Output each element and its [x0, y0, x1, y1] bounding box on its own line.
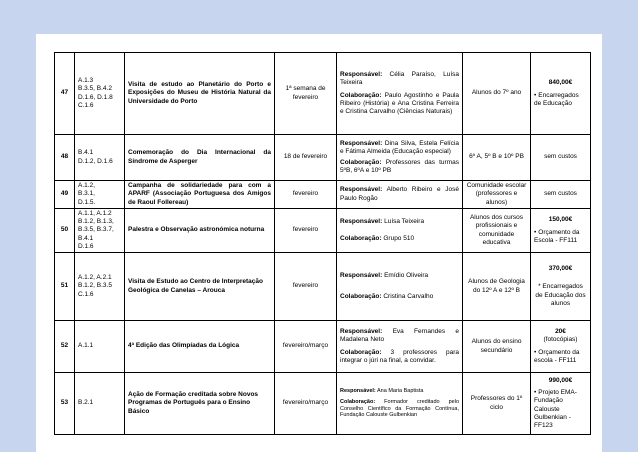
responsible-cell — [337, 373, 463, 435]
ref: A.1.1, A.1.2 — [78, 210, 112, 218]
activity-number: 52 — [55, 321, 75, 373]
collaboration-label: Colaboração: — [340, 91, 382, 99]
activity-number: 50 — [55, 209, 75, 253]
activity-number: 51 — [55, 253, 75, 321]
table-row — [55, 209, 591, 253]
collaboration-names: Professores das turmas 5ºB, 6ºA e 10º PB — [340, 159, 459, 175]
collaboration-label: Colaboração: — [340, 159, 382, 166]
ref: B.2.1 — [78, 399, 94, 407]
refs-cell — [75, 53, 125, 135]
activity-title: Campanha de solidariedade para com a APARF (Associação Portuguesa dos Amigos de Raoul Follereau) — [125, 181, 275, 209]
refs-cell — [75, 373, 125, 435]
funding-item — [534, 229, 587, 245]
collaboration-label: Colaboração: — [340, 348, 382, 356]
table-row — [55, 53, 591, 135]
ref: A.1.2, — [78, 182, 95, 190]
collaboration-names: 3 professores para integrar o júri na final, a convidar. — [340, 348, 459, 364]
funding-source: Orçamento da Escola - FF111 — [534, 228, 580, 245]
bullet-icon: • — [534, 348, 537, 356]
responsible-cell — [337, 321, 463, 373]
collaboration-label: Colaboração: — [340, 398, 376, 405]
activity-number: 53 — [55, 373, 75, 435]
activity-date: fevereiro/março — [275, 373, 337, 435]
refs-cell — [75, 181, 125, 209]
responsible-names: Eva Fernandes e Madalena Neto — [340, 328, 459, 344]
target-public: 6º A, 5º B e 10º PB — [463, 135, 531, 181]
ref: C.1.6 — [78, 101, 94, 109]
target-public: Comunidade escolar (professores e alunos) — [463, 181, 531, 209]
cost-cell — [531, 209, 591, 253]
bullet-icon: • — [534, 91, 537, 99]
ref: A.1.1 — [78, 342, 94, 350]
funding-item — [534, 349, 587, 365]
table-row — [55, 321, 591, 373]
cost-amount: 370,00€ — [548, 265, 573, 273]
cost-amount: sem custos — [531, 181, 591, 209]
ref: B.3.5, B.3.7, — [78, 226, 114, 234]
responsible-names: Dina Silva, Estela Felícia e Fátima Almeida (Educação especial) — [340, 139, 459, 155]
document-page — [36, 34, 602, 452]
collaboration-names: Cristina Carvalho — [383, 292, 434, 300]
refs-cell — [75, 253, 125, 321]
bullet-icon: • — [534, 389, 537, 397]
activity-title: 4ª Edição das Olimpíadas da Lógica — [125, 321, 275, 373]
collaboration-label: Colaboração: — [340, 292, 382, 300]
ref: B.1.2, B.1.3, — [78, 218, 114, 226]
refs-cell — [75, 321, 125, 373]
activity-title: Visita de Estudo ao Centro de Interpretação Geológica de Canelas – Arouca — [125, 253, 275, 321]
table-row — [55, 253, 591, 321]
collaboration-label: Colaboração: — [340, 234, 382, 242]
cost-cell — [531, 53, 591, 135]
responsible-cell — [337, 253, 463, 321]
funding-source: Encarregados de Educação — [534, 91, 579, 108]
ref: B.4.1 — [78, 234, 94, 242]
cost-amount: 20€ — [555, 328, 566, 336]
responsible-names: Alberto Ribeiro e José Paulo Rogão — [340, 186, 459, 202]
ref: D.1.5. — [78, 198, 96, 206]
activity-title: Visita de estudo ao Planetário do Porto e Exposições do Museu de História Natural da Universidade do Porto — [125, 53, 275, 135]
funding-item — [534, 389, 587, 430]
responsible-cell — [337, 209, 463, 253]
bullet-icon: • — [534, 228, 537, 236]
funding-item — [534, 92, 587, 108]
activity-title: Ação de Formação creditada sobre Novos Programas de Português para o Ensino Básico — [125, 373, 275, 435]
responsible-label: Responsável: — [340, 70, 383, 78]
cost-detail: (fotocópias) — [543, 336, 578, 344]
activity-date: fevereiro — [275, 253, 337, 321]
table-row — [55, 373, 591, 435]
activity-title: Comemoração do Dia Internacional da Síndrome de Asperger — [125, 135, 275, 181]
responsible-cell — [337, 135, 463, 181]
responsible-names: Emídio Oliveira — [384, 272, 429, 280]
collaboration-names: Paulo Agostinho e Paula Ribeiro (História) e Ana Cristina Ferreira e Cristina Carvalho (Ciências Naturais) — [340, 91, 459, 116]
target-public: Alunos de Geologia do 12º A e 12º B — [463, 253, 531, 321]
ref: A.1.2, A.2.1 — [78, 274, 112, 282]
responsible-label: Responsável: — [340, 328, 383, 336]
target-public: Alunos do 7º ano — [463, 53, 531, 135]
responsible-names: Célia Paraíso, Luísa Teixeira — [340, 70, 459, 86]
ref: C.1.6 — [78, 290, 94, 298]
table-row — [55, 135, 591, 181]
target-public: Alunos dos cursos profissionais e comunidade educativa — [463, 209, 531, 253]
activity-date: 18 de fevereiro — [275, 135, 337, 181]
responsible-cell — [337, 53, 463, 135]
activity-date: fevereiro — [275, 181, 337, 209]
ref: D.1.2, D.1.6 — [78, 157, 113, 165]
cost-amount: 150,00€ — [548, 215, 573, 223]
funding-source: Projeto EMA- Fundação Calouste Gulbenkian - FF123 — [534, 389, 577, 429]
activity-number: 48 — [55, 135, 75, 181]
activities-table — [54, 52, 591, 435]
responsible-label: Responsável: — [340, 272, 383, 280]
responsible-names: Luísa Teixeira — [384, 218, 425, 226]
collaboration-names: Formador creditado pelo Conselho Científico da Formação Contínua, Fundação Calouste Gulbenkian — [340, 398, 460, 419]
responsible-label: Responsável: — [340, 218, 383, 226]
activity-date: fevereiro — [275, 209, 337, 253]
cost-amount: 990,00€ — [548, 377, 573, 385]
ref: B.4.1 — [78, 149, 94, 157]
responsible-label: Responsável: — [340, 387, 376, 394]
ref: D.1.6, D.1.8 — [78, 93, 113, 101]
responsible-label: Responsável: — [340, 186, 383, 194]
ref: B.3.1, — [78, 190, 95, 198]
ref: B.3.5, B.4.2 — [78, 85, 112, 93]
table-row — [55, 181, 591, 209]
funding-source: Orçamento da escola - FF111 — [534, 348, 580, 364]
ref: B.1.2, B.3.5 — [78, 282, 112, 290]
cost-cell — [531, 373, 591, 435]
activity-date: 1ª semana de fevereiro — [275, 53, 337, 135]
ref: D.1.6 — [78, 242, 94, 250]
activity-date: fevereiro/março — [275, 321, 337, 373]
activity-number: 49 — [55, 181, 75, 209]
refs-cell — [75, 209, 125, 253]
collaboration-names: Grupo 510 — [383, 234, 415, 242]
funding-note: * Encarregados de Educação dos alunos — [535, 283, 586, 307]
target-public: Alunos do ensino secundário — [463, 321, 531, 373]
activity-number: 47 — [55, 53, 75, 135]
target-public: Professores do 1º ciclo — [463, 373, 531, 435]
refs-cell — [75, 135, 125, 181]
ref: A.1.3 — [78, 77, 94, 85]
cost-cell — [531, 253, 591, 321]
responsible-label: Responsável: — [340, 139, 383, 147]
responsible-cell — [337, 181, 463, 209]
responsible-names: Ana Maria Baptista — [377, 387, 424, 394]
cost-amount: 840,00€ — [548, 78, 573, 86]
activity-title: Palestra e Observação astronómica noturna — [125, 209, 275, 253]
cost-cell — [531, 321, 591, 373]
cost-amount: sem custos — [531, 135, 591, 181]
